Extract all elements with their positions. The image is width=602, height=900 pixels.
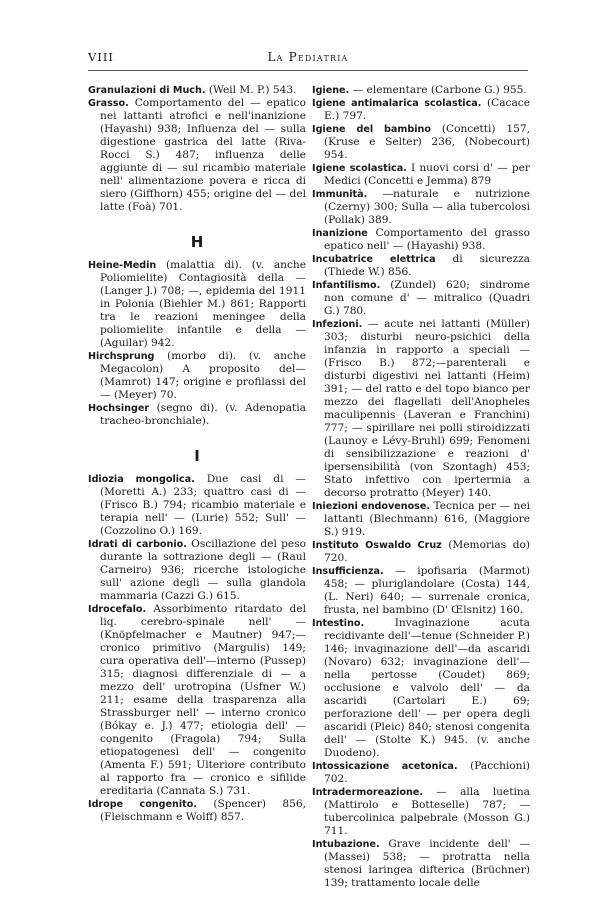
- entry-heading: Intossicazione acetonica.: [312, 761, 458, 772]
- entry-heading: Grasso.: [88, 98, 129, 109]
- index-entry: [88, 350, 306, 402]
- entry-body: — elementare (Carbone G.) 955.: [352, 84, 527, 96]
- index-entry: [312, 565, 530, 617]
- entry-body: Tecnica per — nei lattanti (Blechmann) 616, (Maggiore S.) 919.: [324, 500, 530, 538]
- index-entry: [312, 279, 530, 318]
- entry-body: (Pacchioni) 702.: [324, 760, 531, 785]
- index-entry: [312, 227, 530, 253]
- entry-body: Comportamento del grasso epatico nell' — (Hayashi) 938.: [324, 227, 530, 252]
- entry-heading: Intestino.: [312, 618, 365, 629]
- index-entry: [88, 259, 306, 350]
- header-rule: [88, 70, 528, 71]
- index-entry: [88, 798, 306, 824]
- entry-body: Grave incidente dell' — (Massei) 538; — protratta nella stenosi laringea difterica (Brüchner) 139; trattamento locale delle: [324, 838, 530, 889]
- index-entry: [312, 500, 530, 539]
- running-header: [88, 50, 528, 68]
- entry-heading: Instituto Oswaldo Cruz: [312, 540, 442, 551]
- page-number: VIII: [88, 50, 114, 64]
- entry-heading: Incubatrice elettrica: [312, 254, 436, 265]
- entry-heading: Idrope congenito.: [88, 799, 197, 810]
- index-entry: [312, 97, 530, 123]
- index-entry: [312, 84, 530, 97]
- entry-body: — alla luetina (Mattirolo e Botteselle) 787; — tubercolinica palpebrale (Mosson G.) 711.: [324, 786, 530, 837]
- index-entry: [88, 603, 306, 798]
- entry-heading: Intubazione.: [312, 839, 380, 850]
- entry-heading: Igiene antimalarica scolastica.: [312, 98, 482, 109]
- index-entry: [312, 253, 530, 279]
- entry-body: —naturale e nutrizione (Czerny) 300; Sulla — alla tubercolosi (Pollak) 389.: [324, 188, 530, 226]
- index-entry: [88, 402, 306, 428]
- entry-heading: Idrocefalo.: [88, 604, 147, 615]
- entry-heading: Hochsinger: [88, 403, 150, 414]
- entry-heading: Igiene scolastica.: [312, 163, 407, 174]
- entry-heading: Infantilismo.: [312, 280, 381, 291]
- index-entry: [88, 538, 306, 603]
- entry-body: di sicurezza (Thiede W.) 856.: [324, 253, 530, 278]
- entry-heading: Insufficienza.: [312, 566, 384, 577]
- entry-heading: Idiozia mongolica.: [88, 474, 195, 485]
- entry-body: (segno di). (v. Adenopatia tracheo-bronchiale).: [100, 402, 306, 427]
- index-entry: [312, 760, 530, 786]
- entry-heading: Hirchsprung: [88, 351, 155, 362]
- entry-body: (Cacace E.) 797.: [324, 97, 530, 122]
- index-entry: [312, 539, 530, 565]
- entry-heading: Idrati di carbonio.: [88, 539, 187, 550]
- entry-body: (morbo di). (v. anche Megacolon) A proposito del—(Mamrot) 147; origine e profilassi del — (Meyer) 70.: [100, 350, 306, 401]
- entry-body: (Concetti) 157, (Kruse e Selter) 236, (Nobecourt) 954.: [324, 123, 530, 161]
- entry-body: — acute nei lattanti (Müller) 303; disturbi neuro-psichici della infanzia in rapporto a speciali — (Frisco B.) 872;—parenterali e disturbi digestivi nei lattanti (Heim) 391; — del ratto e del topo bianco per mezzo dei flagellati dell'Anopheles maculipennis (Laveran e Franchini) 777; — spirillare nei polli stiroidizzati (Launoy e Lévy-Bruhl) 699; Fenomeni di sensibilizzazione e reazioni d' ipersensibilità (von Szontagh) 453; Stato infettivo con ipertermia a decorso protratto (Meyer) 140.: [324, 318, 530, 499]
- index-entry: [312, 188, 530, 227]
- index-entry: [88, 473, 306, 538]
- entry-body: (Memorias do) 720.: [324, 539, 530, 564]
- index-entry: [312, 318, 530, 500]
- entry-heading: Heine-Medin: [88, 260, 157, 271]
- index-entry: [88, 84, 306, 97]
- entry-body: Comportamento del — epatico nei lattanti atrofici e nell'inanizione (Hayashi) 938; Influenza del — sulla digestione gastrica del latte (Riva-Rocci S.) 487; influenza delle aggiunte di — sul ricambio materiale nell' alimentazione povera e ricca di siero (Giffhorn) 455; origine del — del latte (Foà) 701.: [100, 97, 306, 213]
- entry-body: — ipofisaria (Marmot) 458; — pluriglandolare (Costa) 144, (L. Neri) 640; — surrenale cronica, frusta, nel bambino (D' Œlsnitz) 160.: [324, 565, 530, 616]
- entry-body: Assorbimento ritardato del liq. cerebro-spinale nell' — (Knöpfelmacher e Mautner) 947;—cronico primitivo (Margulis) 149; cura operativa dell'—interno (Pussep) 315; diagnosi differenziale di — a mezzo dell' urotropina (Usfner W.) 211; esame della trasparenza alla Strassburger nell' — interno cronico (Bókay e. J.) 477; etiologia dell' — congenito (Fragola) 794; Sulla etiopatogenesi dell' — congenito (Amenta F.) 591; Ulteriore contributo al rapporto fra — cronico e sifilide ereditaria (Cannata S.) 731.: [100, 603, 306, 797]
- entry-body: Invaginazione acuta recidivante dell'—tenue (Schneider P.) 146; invaginazione dell'—da ascaridi (Novaro) 632; invaginazione dell'—nella pertosse (Coudet) 869; occlusione e valvolo dell' — da ascaridi (Cartolari E.) 69; perforazione dell' — per opera degli ascaridi (Pleic) 840; stenosi congenita dell' — (Stolte K.) 945. (v. anche Duodeno).: [324, 617, 530, 759]
- entry-heading: Granulazioni di Much.: [88, 85, 206, 96]
- entry-body: I nuovi corsi d' — per Medici (Concetti e Jemma) 879: [324, 162, 530, 187]
- section-letter: I: [194, 447, 200, 465]
- index-entry: [312, 123, 530, 162]
- entry-heading: Infezioni.: [312, 319, 363, 330]
- entry-body: Oscillazione del peso durante la sottrazione degli — (Raul Carneiro) 936; ricerche istologiche sull' azione degli — sulla glandola mammaria (Cazzi G.) 615.: [100, 538, 307, 602]
- right-column: [312, 84, 530, 890]
- entry-body: (Weil M. P.) 543.: [208, 84, 297, 96]
- entry-heading: Igiene.: [312, 85, 350, 96]
- index-entry: [312, 162, 530, 188]
- entry-body: (Spencer) 856, (Fleischmann e Wolff) 857.: [100, 798, 306, 823]
- entry-heading: Iniezioni endovenose.: [312, 501, 431, 512]
- entry-heading: Intradermoreazione.: [312, 787, 424, 798]
- entry-body: (malattia di). (v. anche Poliomielite) Contagiosità della — (Langer J.) 708; —, epidemia del 1911 in Polonia (Biehler M.) 861; Rapporti tra le reazioni meningee della poliomielite infantile e della — (Aguilar) 942.: [100, 259, 306, 349]
- entry-heading: Igiene del bambino: [312, 124, 431, 135]
- index-entry: [312, 617, 530, 760]
- running-title: La Pediatria: [267, 50, 349, 64]
- index-entry: [312, 786, 530, 838]
- entry-heading: Inanizione: [312, 228, 368, 239]
- left-column: [88, 84, 306, 824]
- index-entry: [312, 838, 530, 890]
- entry-body: (Zundel) 620; sindrome non comune d' — mitralico (Quadri G.) 780.: [324, 279, 530, 317]
- index-entry: [88, 97, 306, 214]
- entry-heading: Immunità.: [312, 189, 368, 200]
- section-letter: H: [190, 233, 204, 251]
- entry-body: Due casi di — (Moretti A.) 233; quattro casi di — (Frisco B.) 794; ricambio materiale e terapia nell' — (Lurie) 552; Sull' — (Cozzolino O.) 169.: [100, 473, 306, 537]
